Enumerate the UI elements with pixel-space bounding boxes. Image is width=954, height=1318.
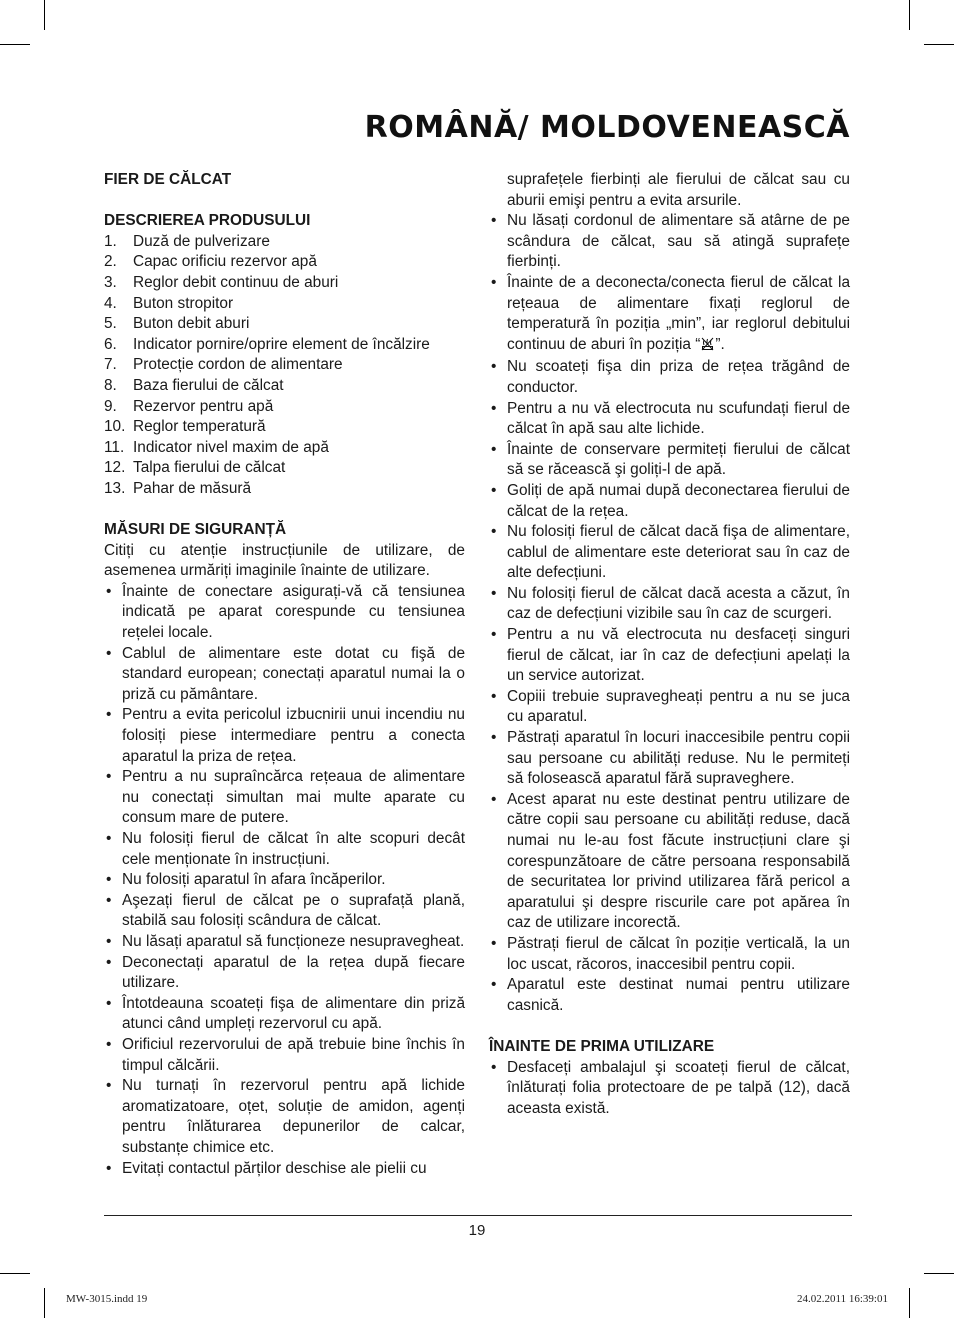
list-item: • Desfaceți ambalajul şi scoateți fierul de călcat, înlăturați folia protectoare de pe talpă (12), dacă aceasta există. bbox=[489, 1058, 850, 1120]
safety-continuation: suprafețele fierbinți ale fierului de călcat sau cu aburii emişi pentru a evita arsurile. bbox=[507, 171, 850, 209]
description-heading: DESCRIEREA PRODUSULUI bbox=[104, 212, 311, 230]
list-item: • Nu folosiți fierul de călcat dacă acesta a căzut, în caz de defecțiuni vizibile sau în caz de scurgeri. bbox=[489, 584, 850, 625]
item-number: 3. bbox=[104, 273, 117, 291]
list-item bbox=[104, 376, 465, 397]
crop-mark bbox=[44, 0, 45, 30]
list-item: • Nu lăsați aparatul să funcționeze nesupravegheat. bbox=[104, 932, 465, 953]
first-use-heading: ÎNAINTE DE PRIMA UTILIZARE bbox=[489, 1037, 715, 1055]
list-item: • Pentru a nu vă electrocuta nu desfaceți singuri fierul de călcat, iar în caz de defecțiuni apelați la un service autorizat. bbox=[489, 625, 850, 687]
item-text: Indicator nivel maxim de apă bbox=[133, 438, 329, 456]
list-item bbox=[104, 273, 465, 294]
list-item: • Întotdeauna scoateți fişa de alimentare din priză atunci când umpleți rezervorul cu apă. bbox=[104, 994, 465, 1035]
list-item: • Orificiul rezervorului de apă trebuie bine închis în timpul călcării. bbox=[104, 1035, 465, 1076]
crop-mark bbox=[0, 44, 30, 45]
spacer bbox=[489, 1016, 850, 1037]
item-number: 6. bbox=[104, 335, 117, 353]
crop-mark bbox=[44, 1288, 45, 1318]
spacer bbox=[104, 191, 465, 212]
crop-mark bbox=[0, 1273, 30, 1274]
item-number: 8. bbox=[104, 376, 117, 394]
item-text: Baza fierului de călcat bbox=[133, 376, 284, 394]
list-item: • Păstrați aparatul în locuri inaccesibile pentru copii sau persoane cu abilități reduse. Nu le permiteți să folosească aparatul fără supraveghere. bbox=[489, 728, 850, 790]
list-item bbox=[104, 397, 465, 418]
crop-mark bbox=[909, 0, 910, 30]
disconnect-text: Înainte de a deconecta/conecta fierul de călcat la rețeaua de alimentare fixați reglorul de temperatură în poziția „min”, iar reglorul debitului continuu de aburi în poziția “ bbox=[507, 273, 850, 353]
item-text: Capac orificiu rezervor apă bbox=[133, 253, 317, 271]
item-text: Rezervor pentru apă bbox=[133, 397, 274, 415]
list-item bbox=[104, 335, 465, 356]
list-item bbox=[104, 232, 465, 253]
list-item: • Nu lăsați cordonul de alimentare să atârne de pe scândura de călcat, sau să atingă suprafețe fierbinți. bbox=[489, 211, 850, 273]
item-number: 4. bbox=[104, 294, 117, 312]
list-item: • Înainte de conservare permiteți fierului de călcat să se răcească şi goliți-l de apă. bbox=[489, 440, 850, 481]
safety-intro: Citiți cu atenție instrucțiunile de utilizare, de asemenea urmăriți imaginile înainte de utilizare. bbox=[104, 541, 465, 580]
crop-mark bbox=[924, 44, 954, 45]
list-item: • Păstrați fierul de călcat în poziție verticală, la un loc uscat, răcoros, inaccesibil pentru copii. bbox=[489, 934, 850, 975]
list-item: • Copiii trebuie supravegheați pentru a nu se juca cu aparatul. bbox=[489, 687, 850, 728]
item-number: 10. bbox=[104, 418, 126, 436]
list-item: • Aşezați fierul de călcat pe o suprafață plană, stabilă sau folosiți scândura de călcat. bbox=[104, 891, 465, 932]
disconnect-tail: ”. bbox=[715, 335, 725, 353]
list-item bbox=[104, 479, 465, 500]
item-text: Reglor temperatură bbox=[133, 418, 266, 436]
safety-list-continued bbox=[489, 357, 850, 1016]
list-item bbox=[104, 438, 465, 459]
spacer bbox=[104, 500, 465, 521]
list-item: • Nu folosiți fierul de călcat în alte scopuri decât cele menționate în instrucțiuni. bbox=[104, 829, 465, 870]
item-number: 7. bbox=[104, 356, 117, 374]
print-slug-file: MW-3015.indd 19 bbox=[66, 1293, 148, 1305]
list-item: • Goliți de apă numai după deconectarea fierului de călcat de la rețea. bbox=[489, 481, 850, 522]
print-slug-date: 24.02.2011 16:39:01 bbox=[797, 1293, 888, 1305]
item-text: Pahar de măsură bbox=[133, 479, 252, 497]
item-number: 12. bbox=[104, 459, 126, 477]
item-text: Indicator pornire/oprire element de încălzire bbox=[133, 335, 430, 353]
footer-rule bbox=[104, 1215, 852, 1216]
list-item bbox=[104, 417, 465, 438]
item-text: Duză de pulverizare bbox=[133, 232, 270, 250]
item-text: Protecție cordon de alimentare bbox=[133, 356, 343, 374]
left-column bbox=[104, 170, 465, 1179]
page-number: 19 bbox=[468, 1222, 486, 1239]
list-item: • Aparatul este destinat numai pentru utilizare casnică. bbox=[489, 975, 850, 1016]
list-item bbox=[104, 314, 465, 335]
crop-mark bbox=[909, 1288, 910, 1318]
list-item: • Cablul de alimentare este dotat cu fişă de standard european; conectați aparatul numai la o priză cu pământare. bbox=[104, 644, 465, 706]
item-text: Buton debit aburi bbox=[133, 315, 250, 333]
item-number: 13. bbox=[104, 479, 126, 497]
list-item: • Nu scoateți fişa din priza de rețea trăgând de conductor. bbox=[489, 357, 850, 398]
list-item bbox=[104, 458, 465, 479]
list-item bbox=[104, 294, 465, 315]
list-item bbox=[104, 355, 465, 376]
item-text: Buton stropitor bbox=[133, 294, 234, 312]
product-title: FIER DE CĂLCAT bbox=[104, 171, 232, 188]
parts-list bbox=[104, 232, 465, 500]
disconnect-list bbox=[489, 273, 850, 357]
item-number: 2. bbox=[104, 253, 117, 271]
list-item: • Înainte de conectare asigurați-vă că tensiunea indicată pe aparat corespunde cu tensiunea rețelei locale. bbox=[104, 582, 465, 644]
first-use-list bbox=[489, 1058, 850, 1120]
item-text: Reglor debit continuu de aburi bbox=[133, 273, 339, 291]
list-item: • Nu folosiți fierul de călcat dacă fişa de alimentare, cablul de alimentare este deteriorat sau în caz de alte defecțiuni. bbox=[489, 522, 850, 584]
safety-heading: MĂSURI DE SIGURANȚĂ bbox=[104, 521, 287, 539]
right-column bbox=[489, 170, 850, 1119]
list-item: • Acest aparat nu este destinat pentru utilizare de către copii sau persoane cu abilități reduse, dacă numai nu le-au fost făcute instrucțiuni clare şi corespunzătoare de către persoana responsabilă de securitatea lor privind utilizarea fără pericol a aparatului şi despre riscurile care pot apărea în caz de utilizare incorectă. bbox=[489, 790, 850, 934]
item-number: 11. bbox=[104, 438, 125, 456]
safety-list bbox=[104, 582, 465, 1179]
item-number: 5. bbox=[104, 315, 117, 333]
list-item bbox=[104, 252, 465, 273]
crop-mark bbox=[924, 1273, 954, 1274]
list-item: • Evitați contactul părților deschise ale pielii cu bbox=[104, 1159, 465, 1180]
list-item: • Nu turnați în rezervorul pentru apă lichide aromatizatoare, oțet, soluție de amidon, agenți pentru înlăturarea depunerilor de calcar, substanțe chimice etc. bbox=[104, 1076, 465, 1158]
page-title: ROMÂNĂ/ MOLDOVENEASCĂ bbox=[364, 110, 850, 145]
item-text: Talpa fierului de călcat bbox=[133, 459, 286, 477]
list-item: • Pentru a nu vă electrocuta nu scufundați fierul de călcat în apă sau alte lichide. bbox=[489, 399, 850, 440]
list-item: • Pentru a nu supraîncărca rețeaua de alimentare nu conectați simultan mai multe aparate cu consum mare de putere. bbox=[104, 767, 465, 829]
item-number: 1. bbox=[104, 232, 117, 250]
steam-off-icon bbox=[701, 337, 714, 358]
list-item: • Nu folosiți aparatul în afara încăperilor. bbox=[104, 870, 465, 891]
list-item: • Deconectați aparatul de la rețea după fiecare utilizare. bbox=[104, 953, 465, 994]
item-number: 9. bbox=[104, 397, 117, 415]
safety-list-continued bbox=[489, 211, 850, 273]
list-item bbox=[489, 273, 850, 357]
list-item: • Pentru a evita pericolul izbucnirii unui incendiu nu folosiți piese intermediare pentru a conecta aparatul la priza de rețea. bbox=[104, 705, 465, 767]
